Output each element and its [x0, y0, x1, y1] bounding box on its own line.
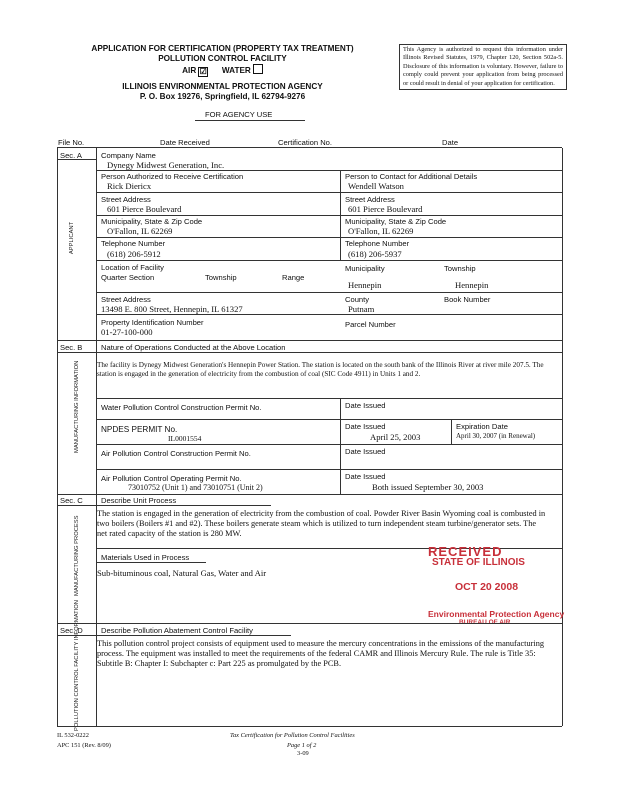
authorized-person-label: Person Authorized to Receive Certification [101, 172, 244, 181]
agency-name: ILLINOIS ENVIRONMENTAL PROTECTION AGENCY [122, 82, 323, 91]
company-name-label: Company Name [101, 151, 156, 160]
telephone-2: (618) 206-5937 [348, 249, 402, 259]
agency-address: P. O. Box 19276, Springfield, IL 62794-9276 [139, 92, 306, 101]
water-checkbox[interactable] [253, 64, 263, 74]
water-permit-label: Water Pollution Control Construction Permit No. [101, 403, 262, 412]
location-label: Location of Facility [101, 263, 164, 272]
stamp-date: OCT 20 2008 [455, 581, 519, 593]
facility-street: 13498 E. 800 Street, Hennepin, IL 61327 [101, 304, 243, 314]
company-name: Dynegy Midwest Generation, Inc. [107, 160, 225, 170]
date-issued-label-3: Date Issued [345, 447, 386, 456]
county: Putnam [348, 304, 375, 314]
municipality-1: O'Fallon, IL 62269 [107, 226, 173, 236]
municipality-label-2: Municipality, State & Zip Code [345, 217, 447, 226]
book-number-label: Book Number [444, 295, 491, 304]
air-operating-permit-label: Air Pollution Control Operating Permit No. [101, 474, 242, 483]
sec-d-tag: Sec. D [60, 626, 83, 635]
facility-municipality: Hennepin [348, 280, 382, 290]
form-title-line1: APPLICATION FOR CERTIFICATION (PROPERTY TAX TREATMENT) [91, 44, 354, 53]
telephone-1: (618) 206-5912 [107, 249, 161, 259]
date-issued-label-4: Date Issued [345, 472, 386, 481]
sec-b-side-label: MANUFACTURING INFORMATION [74, 360, 80, 453]
date-label: Date [442, 138, 459, 147]
nature-of-operations-text: The facility is Dynegy Midwest Generation's Hennepin Power Station. The station is located on the south bank of the Illinois River at river mile 207.5. The station is engaged in the generation of electricity from the combustion of coal (SIC Code 4911) in Units 1 and 2. [97, 361, 544, 378]
nature-of-operations-label: Nature of Operations Conducted at the Above Location [101, 343, 286, 352]
air-water-checkboxes [70, 64, 375, 77]
air-operating-permit-value: 73010752 (Unit 1) and 73010751 (Unit 2) [128, 483, 263, 492]
date-issued-label-1: Date Issued [345, 401, 386, 410]
received-stamp: RECEIVED [428, 544, 503, 559]
county-label: County [345, 295, 370, 304]
footer-center-title: Tax Certification for Pollution Control Facilities [230, 732, 355, 739]
sec-d-side-label: POLLUTION CONTROL FACILITY INFORMATION [74, 600, 80, 731]
facility-township-label: Township [444, 264, 476, 273]
sec-c-side-label: MANUFACTURING PROCESS [74, 515, 80, 596]
sec-c-tag: Sec. C [60, 496, 83, 505]
sec-a-tag: Sec. A [60, 151, 82, 160]
certification-no-label: Certification No. [278, 138, 333, 147]
expiration-date-label: Expiration Date [456, 422, 508, 431]
authorized-person: Rick Diericx [107, 181, 152, 191]
abatement-label: Describe Pollution Abatement Control Facility [101, 626, 253, 635]
form-title [70, 44, 375, 102]
sec-a-side-label: APPLICANT [69, 221, 75, 255]
pin-value: 01-27-100-000 [101, 327, 153, 337]
date-received-label: Date Received [160, 138, 210, 147]
footer-form: APC 151 (Rev. 8/09) [57, 742, 111, 749]
privacy-notice: This Agency is authorized to request this information under Illinois Revised Statutes, 1979, Chapter 120, Section 502a-5. Disclosure of this information is voluntary. However, failure to comply could prevent your application from being processed or could result in denial of your application for certification. [399, 44, 567, 90]
npdes-permit-label: NPDES PERMIT No. [101, 425, 178, 434]
materials-label: Materials Used in Process [101, 553, 190, 562]
quarter-section-label: Quarter Section [101, 273, 155, 282]
stamp-bureau: BUREAU OF AIR [459, 619, 511, 626]
facility-township: Hennepin [455, 280, 489, 290]
air-operating-date: Both issued September 30, 2003 [372, 482, 484, 492]
municipality-label-1: Municipality, State & Zip Code [101, 217, 203, 226]
water-label: WATER [221, 66, 251, 75]
facility-street-label: Street Address [101, 295, 151, 304]
telephone-label-1: Telephone Number [101, 239, 166, 248]
stamp-agency: Environmental Protection Agency [428, 609, 565, 619]
parcel-number-label: Parcel Number [345, 320, 396, 329]
telephone-label-2: Telephone Number [345, 239, 410, 248]
street-address-label-2: Street Address [345, 195, 395, 204]
street-address-2: 601 Pierce Boulevard [348, 204, 423, 214]
street-address-label-1: Street Address [101, 195, 151, 204]
materials-value: Sub-bituminous coal, Natural Gas, Water and Air [97, 568, 267, 578]
sec-b-tag: Sec. B [60, 343, 83, 352]
agency-use-title: FOR AGENCY USE [205, 110, 273, 119]
stamp-state: STATE OF ILLINOIS [432, 557, 525, 568]
form-title-line2: POLLUTION CONTROL FACILITY [158, 54, 287, 63]
township-label: Township [205, 273, 237, 282]
municipality-facility-label: Municipality [345, 264, 385, 273]
date-issued-label-2: Date Issued [345, 422, 386, 431]
range-label: Range [282, 273, 305, 282]
municipality-2: O'Fallon, IL 62269 [348, 226, 414, 236]
air-label: AIR [182, 66, 197, 75]
contact-person-label: Person to Contact for Additional Details [345, 172, 478, 181]
street-address-1: 601 Pierce Boulevard [107, 204, 182, 214]
unit-process-label: Describe Unit Process [101, 496, 177, 505]
footer-date: 3-09 [297, 750, 309, 757]
npdes-date-issued: April 25, 2003 [370, 432, 421, 442]
contact-person: Wendell Watson [348, 181, 404, 191]
air-construction-permit-label: Air Pollution Control Construction Permit No. [101, 449, 251, 458]
footer-page: Page 1 of 2 [287, 742, 317, 749]
file-no-label: File No. [58, 138, 85, 147]
unit-process-text: The station is engaged in the generation of electricity from the combustion of coal. Powder River Basin Wyoming coal is combusted in two boilers (Boilers #1 and #2). These boilers generate steam which is utilized to turn independent steam turbine/generator sets. The net rated capacity of the station is 280 MW. [97, 509, 546, 538]
footer-code: IL 532-0222 [57, 732, 89, 739]
air-checkbox[interactable]: ☑ [199, 67, 207, 76]
expiration-date: April 30, 2007 (in Renewal) [456, 432, 536, 440]
npdes-permit-value: IL0001554 [168, 434, 202, 443]
pin-label: Property Identification Number [101, 318, 204, 327]
abatement-text: This pollution control project consists of equipment used to measure the mercury concentrations in the emissions of the manufacturing process. The equipment was installed to meet the requirements of the federal CAMR and Illinois Mercury Rule. The rule is Title 35: Subtitle B: Chapter I: Subchapter c: Part 225 as promulgated by the PCB. [97, 639, 545, 668]
